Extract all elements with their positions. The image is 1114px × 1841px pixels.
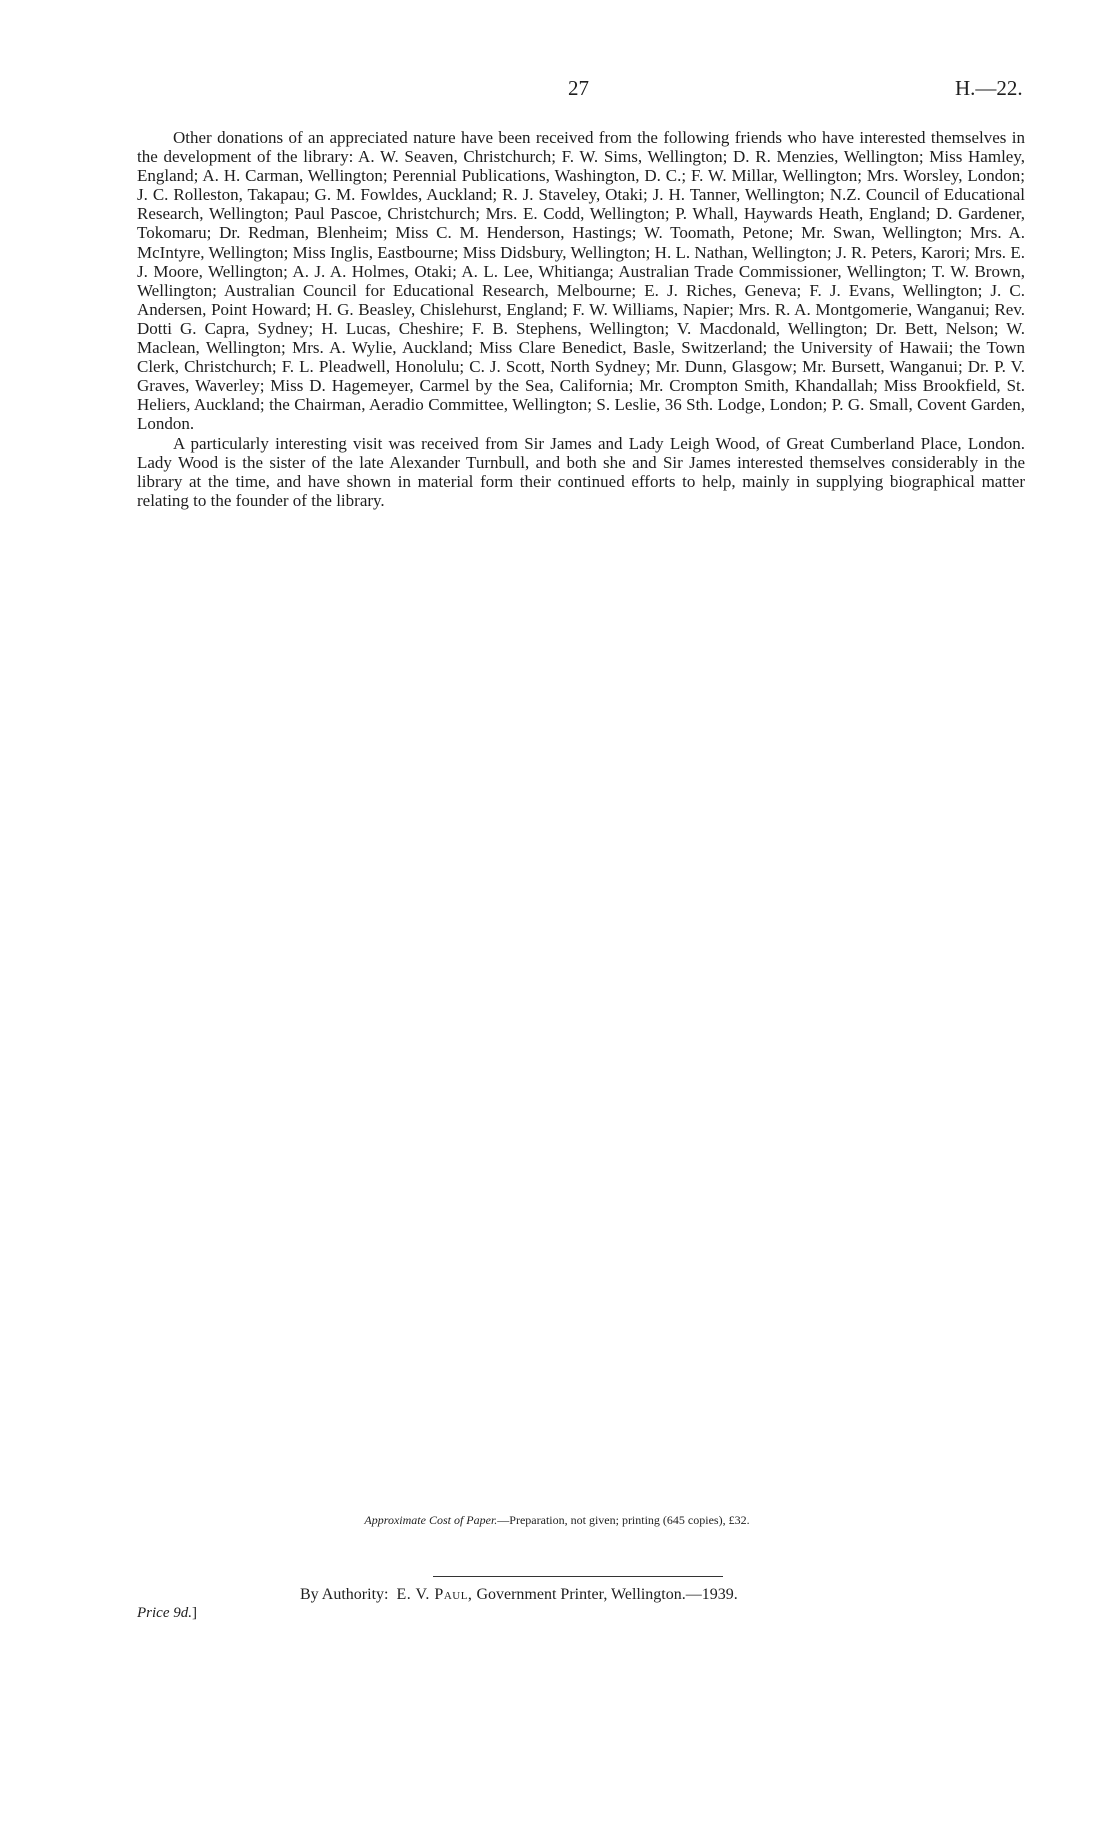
price-bracket: ] [191, 1605, 197, 1621]
cost-note [0, 1513, 1114, 1528]
authority-prefix: By Authority: [300, 1586, 389, 1603]
page-number: 27 [568, 76, 589, 100]
cost-text: —Preparation, not given; printing (645 copies), £32. [497, 1513, 750, 1527]
document-reference: H.—22. [955, 76, 1023, 100]
authority-suffix: Government Printer, Wellington.—1939. [476, 1586, 738, 1603]
body-text [137, 128, 1025, 510]
printer-name: E. V. Paul, [396, 1586, 473, 1603]
visit-paragraph: A particularly interesting visit was received from Sir James and Lady Leigh Wood, of Great Cumberland Place, London. Lady Wood is the sister of the late Alexander Turnbull, and both she and Sir James interested themselves considerably in the library at the time, and have shown in material form their continued efforts to help, mainly in supplying biographical matter relating to the founder of the library. [137, 433, 1025, 510]
footer-rule [433, 1576, 723, 1577]
authority-line [300, 1586, 738, 1604]
donations-paragraph: Other donations of an appreciated nature have been received from the following friends who have interested themselves in the development of the library: A. W. Seaven, Christchurch; F. W. Sims, Wellington; D. R. Menzies, Wellington; Miss Hamley, England; A. H. Carman, Wellington; Perennial Publications, Washington, D. C.; F. W. Millar, Wellington; Mrs. Worsley, London; J. C. Rolleston, Takapau; G. M. Fowldes, Auckland; R. J. Staveley, Otaki; J. H. Tanner, Wellington; N.Z. Council of Educational Research, Wellington; Paul Pascoe, Christchurch; Mrs. E. Codd, Wellington; P. Whall, Haywards Heath, England; D. Gardener, Tokomaru; Dr. Redman, Blenheim; Miss C. M. Henderson, Hastings; W. Toomath, Petone; Mr. Swan, Wellington; Mrs. A. McIntyre, Wellington; Miss Inglis, Eastbourne; Miss Didsbury, Wellington; H. L. Nathan, Wellington; J. R. Peters, Karori; Mrs. E. J. Moore, Wellington; A. J. A. Holmes, Otaki; A. L. Lee, Whitianga; Australian Trade Commissioner, Wellington; T. W. Brown, Wellington; Australian Council for Educational Research, Melbourne; E. J. Riches, Geneva; F. J. Evans, Wellington; J. C. Andersen, Point Howard; H. G. Beasley, Chislehurst, England; F. W. Williams, Napier; Mrs. R. A. Montgomerie, Wanganui; Rev. Dotti G. Capra, Sydney; H. Lucas, Cheshire; F. B. Stephens, Wellington; V. Macdonald, Wellington; Dr. Bett, Nelson; W. Maclean, Wellington; Mrs. A. Wylie, Auckland; Miss Clare Benedict, Basle, Switzerland; the University of Hawaii; the Town Clerk, Christchurch; F. L. Pleadwell, Honolulu; C. J. Scott, North Sydney; Mr. Dunn, Glasgow; Mr. Bursett, Wanganui; Dr. P. V. Graves, Waverley; Miss D. Hagemeyer, Carmel by the Sea, California; Mr. Crompton Smith, Khandallah; Miss Brookfield, St. Heliers, Auckland; the Chairman, Aeradio Committee, Wellington; S. Leslie, 36 Sth. Lodge, London; P. G. Small, Covent Garden, London. [137, 128, 1025, 434]
cost-label: Approximate Cost of Paper. [364, 1513, 498, 1527]
price-note [137, 1605, 197, 1622]
price-label: Price 9d. [137, 1605, 192, 1621]
